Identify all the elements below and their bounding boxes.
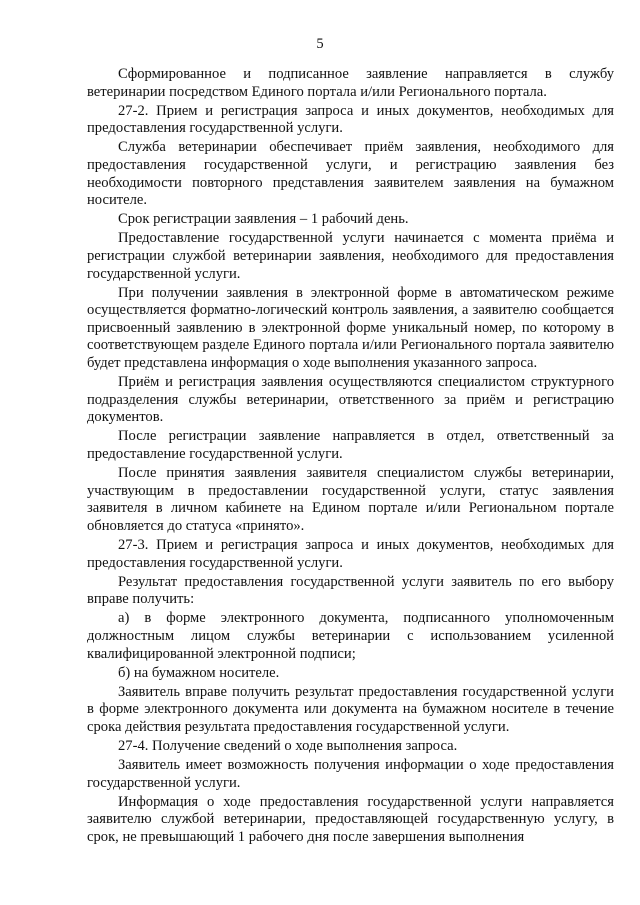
paragraph-section-27-4-heading: 27-4. Получение сведений о ходе выполнения запроса. xyxy=(118,737,458,754)
paragraph-status-update: После принятия заявления заявителя специалистом службы ветеринарии, участвующим в предоставлении государственной услуги, статус заявления заявителя в личном кабинете на Едином портале и/или Региональном портале обновляется до статуса «принято». xyxy=(87,465,614,534)
paragraph-submission: Сформированное и подписанное заявление направляется в службу ветеринарии посредством Единого портала и/или Регионального портала. xyxy=(87,66,614,100)
paragraph-option-b: б) на бумажном носителе. xyxy=(118,664,280,681)
paragraph-option-a: а) в форме электронного документа, подписанного уполномоченным должностным лицом службы ветеринарии с использованием усиленной квалифицированной электронной подписи; xyxy=(87,610,614,662)
paragraph-reception-specialist: Приём и регистрация заявления осуществляются специалистом структурного подразделения службы ветеринарии, ответственного за приём и регистрацию документов. xyxy=(87,374,614,426)
paragraph-progress-delivery: Информация о ходе предоставления государственной услуги направляется заявителю службой ветеринарии, предоставляющей государственную услугу, в срок, не превышающий 1 рабочего дня после завершения выполнения xyxy=(87,793,614,845)
paragraph-result-validity: Заявитель вправе получить результат предоставления государственной услуги в форме электронного документа или документа на бумажном носителе в течение срока действия результата предоставления государственной услуги. xyxy=(87,683,614,735)
paragraph-registration-term: Срок регистрации заявления – 1 рабочий день. xyxy=(118,211,409,228)
paragraph-vet-service-acceptance: Служба ветеринарии обеспечивает приём заявления, необходимого для предоставления государственной услуги, и регистрацию заявления без необходимости повторного представления заявителем заявления на бумажном носителе. xyxy=(87,139,614,209)
paragraph-electronic-control: При получении заявления в электронной форме в автоматическом режиме осуществляется форматно-логический контроль заявления, а заявителю сообщается присвоенный заявлению в электронной форме уникальный номер, по которому в соответствующем разделе Единого портала и/или Регионального портала заявителю будет представлена информация о ходе выполнения указанного запроса. xyxy=(87,284,614,371)
paragraph-section-27-2-heading: 27-2. Прием и регистрация запроса и иных документов, необходимых для предоставления государственной услуги. xyxy=(87,102,614,137)
paragraph-after-registration: После регистрации заявление направляется в отдел, ответственный за предоставление государственной услуги. xyxy=(87,428,614,462)
page-number: 5 xyxy=(316,36,324,52)
paragraph-service-start: Предоставление государственной услуги начинается с момента приёма и регистрации службой ветеринарии заявления, необходимого для предоставления государственной услуги. xyxy=(87,230,614,282)
paragraph-progress-info: Заявитель имеет возможность получения информации о ходе предоставления государственной услуги. xyxy=(87,757,614,791)
paragraph-section-27-3-heading: 27-3. Прием и регистрация запроса и иных документов, необходимых для предоставления государственной услуги. xyxy=(87,536,614,571)
paragraph-result-options: Результат предоставления государственной услуги заявитель по его выбору вправе получить: xyxy=(87,573,614,608)
document-body xyxy=(87,66,614,847)
